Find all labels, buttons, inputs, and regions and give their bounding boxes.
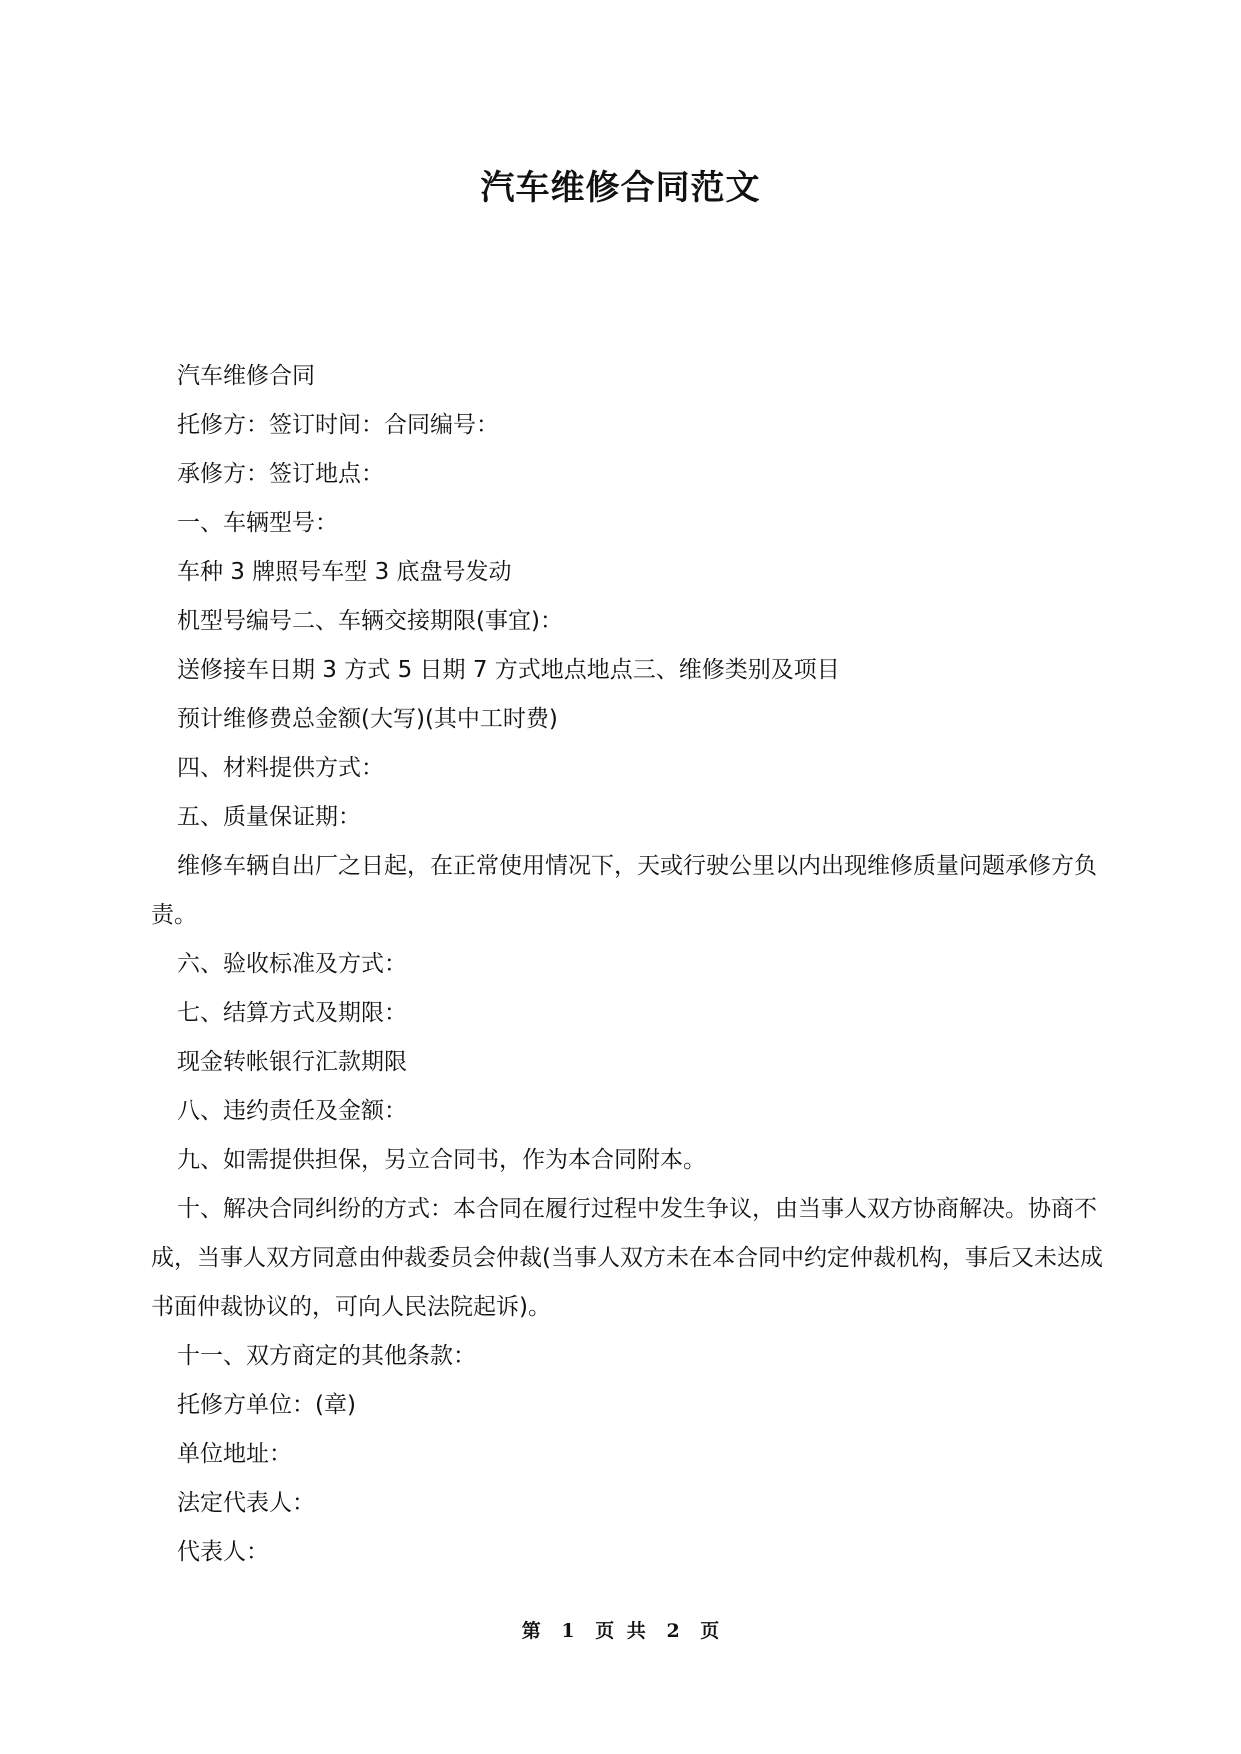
page-footer — [0, 1616, 1241, 1643]
paragraph: 承修方：签订地点： — [177, 461, 384, 487]
paragraph: 八、违约责任及金额： — [177, 1098, 407, 1124]
paragraph: 一、车辆型号： — [177, 510, 338, 536]
paragraph: 现金转帐银行汇款期限 — [177, 1049, 407, 1075]
paragraph: 十一、双方商定的其他条款： — [177, 1343, 476, 1369]
paragraph: 十、解决合同纠纷的方式：本合同在履行过程中发生争议，由当事人双方协商解决。协商不成，当事人双方同意由仲裁委员会仲裁(当事人双方未在本合同中约定仲裁机构，事后又未达成书面仲裁协议的，可向人民法院起诉)。 — [151, 1196, 1103, 1320]
current-page-number: 1 — [561, 1620, 575, 1642]
paragraph: 汽车维修合同 — [177, 363, 315, 389]
paragraph: 托修方单位：(章) — [177, 1392, 356, 1418]
paragraph: 预计维修费总金额(大写)(其中工时费) — [177, 706, 558, 732]
paragraph: 七、结算方式及期限： — [177, 1000, 407, 1026]
paragraph: 四、材料提供方式： — [177, 755, 384, 781]
paragraph: 机型号编号二、车辆交接期限(事宜)： — [177, 608, 563, 634]
paragraph: 代表人： — [177, 1539, 269, 1565]
paragraph: 车种 3 牌照号车型 3 底盘号发动 — [177, 559, 512, 585]
page-label-suffix: 页 — [700, 1620, 720, 1642]
paragraph: 单位地址： — [177, 1441, 292, 1467]
paragraph: 托修方：签订时间：合同编号： — [177, 412, 499, 438]
paragraph: 维修车辆自出厂之日起，在正常使用情况下，天或行驶公里以内出现维修质量问题承修方负责。 — [151, 853, 1097, 928]
document-body — [151, 352, 1111, 1577]
paragraph: 九、如需提供担保，另立合同书，作为本合同附本。 — [177, 1147, 706, 1173]
page-label-prefix: 第 — [521, 1620, 541, 1642]
paragraph: 六、验收标准及方式： — [177, 951, 407, 977]
paragraph: 法定代表人： — [177, 1490, 315, 1516]
paragraph: 送修接车日期 3 方式 5 日期 7 方式地点地点三、维修类别及项目 — [177, 657, 840, 683]
page-title: 汽车维修合同范文 — [480, 168, 761, 208]
paragraph: 五、质量保证期： — [177, 804, 361, 830]
page-label-middle: 页 共 — [595, 1620, 646, 1642]
total-pages-number: 2 — [666, 1620, 680, 1642]
